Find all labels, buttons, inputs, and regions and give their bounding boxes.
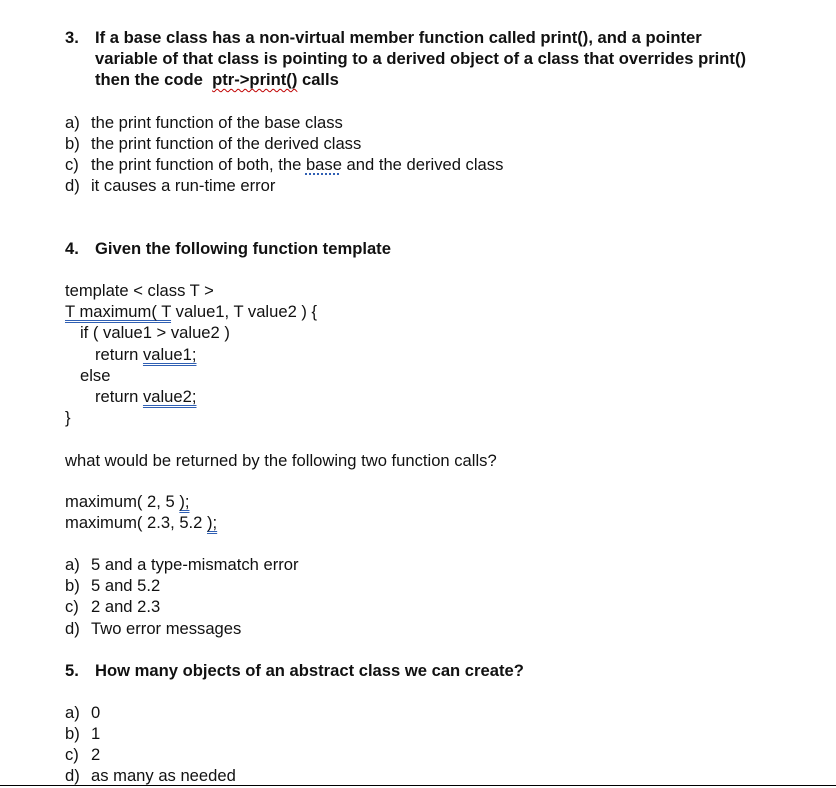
option-text: 5 and a type-mismatch error [91, 555, 299, 574]
option-letter: b) [65, 134, 80, 153]
question-5-number: 5. [65, 661, 79, 680]
question-4-number: 4. [65, 239, 79, 258]
option-letter: c) [65, 155, 79, 174]
grammar-marked-word: base [305, 155, 342, 174]
function-call-2 [65, 512, 217, 533]
grammar-marked-signature: T maximum( T [65, 302, 172, 321]
code-line-close-brace: } [65, 408, 71, 427]
call-text: maximum( 2, 5 [65, 492, 180, 511]
code-line-if: if ( value1 > value2 ) [80, 323, 230, 342]
option-text: 1 [91, 724, 101, 743]
option-text: as many as needed [91, 766, 236, 785]
option-letter: c) [65, 745, 79, 764]
call-text: maximum( 2.3, 5.2 [65, 513, 208, 532]
question-5-heading: How many objects of an abstract class we can create? [95, 661, 524, 680]
code-signature-rest: value1, T value2 ) { [171, 302, 318, 321]
question-3-text-line3 [95, 69, 339, 90]
option-letter: c) [65, 597, 79, 616]
code-line-signature [65, 301, 317, 322]
question-3-text-line2: variable of that class is pointing to a derived object of a class that overrides print() [95, 49, 746, 68]
option-letter: a) [65, 555, 80, 574]
option-text: 0 [91, 703, 101, 722]
option-letter: a) [65, 703, 80, 722]
grammar-marked-call-end: ); [207, 513, 218, 532]
question-4-prompt: what would be returned by the following two function calls? [65, 451, 497, 470]
function-call-1 [65, 491, 189, 512]
grammar-marked-value2: value2; [142, 387, 197, 406]
option-text: the print function of the derived class [91, 134, 362, 153]
option-text: the print function of the base class [91, 113, 343, 132]
option-letter: b) [65, 724, 80, 743]
question-3-number: 3. [65, 28, 79, 47]
question-3-line3-suffix: calls [297, 70, 339, 89]
option-letter: d) [65, 766, 80, 785]
option-text: 5 and 5.2 [91, 576, 161, 595]
option-text: 2 [91, 745, 101, 764]
option-text-after: and the derived class [341, 155, 504, 174]
page-bottom-rule [0, 785, 836, 786]
code-line-return-value1 [95, 344, 196, 365]
question-4-heading: Given the following function template [95, 239, 391, 258]
code-line-template: template < class T > [65, 281, 214, 300]
grammar-marked-call-end: ); [179, 492, 190, 511]
code-ptr-print: ptr->print() [212, 70, 298, 89]
option-text: 2 and 2.3 [91, 597, 161, 616]
option-text: it causes a run-time error [91, 176, 276, 195]
question-3-text-line1: If a base class has a non-virtual member function called print(), and a pointer [95, 28, 702, 47]
code-line-else: else [80, 366, 111, 385]
option-letter: a) [65, 113, 80, 132]
option-text: Two error messages [91, 619, 242, 638]
option-letter: b) [65, 576, 80, 595]
option-text-before: the print function of both, the [91, 155, 306, 174]
code-return-keyword: return [95, 345, 143, 364]
option-letter: d) [65, 619, 80, 638]
option-letter: d) [65, 176, 80, 195]
grammar-marked-value1: value1; [142, 345, 197, 364]
code-return-keyword: return [95, 387, 143, 406]
question-3-line3-prefix: then the code [95, 70, 213, 89]
option-text [91, 154, 503, 175]
code-line-return-value2 [95, 386, 196, 407]
